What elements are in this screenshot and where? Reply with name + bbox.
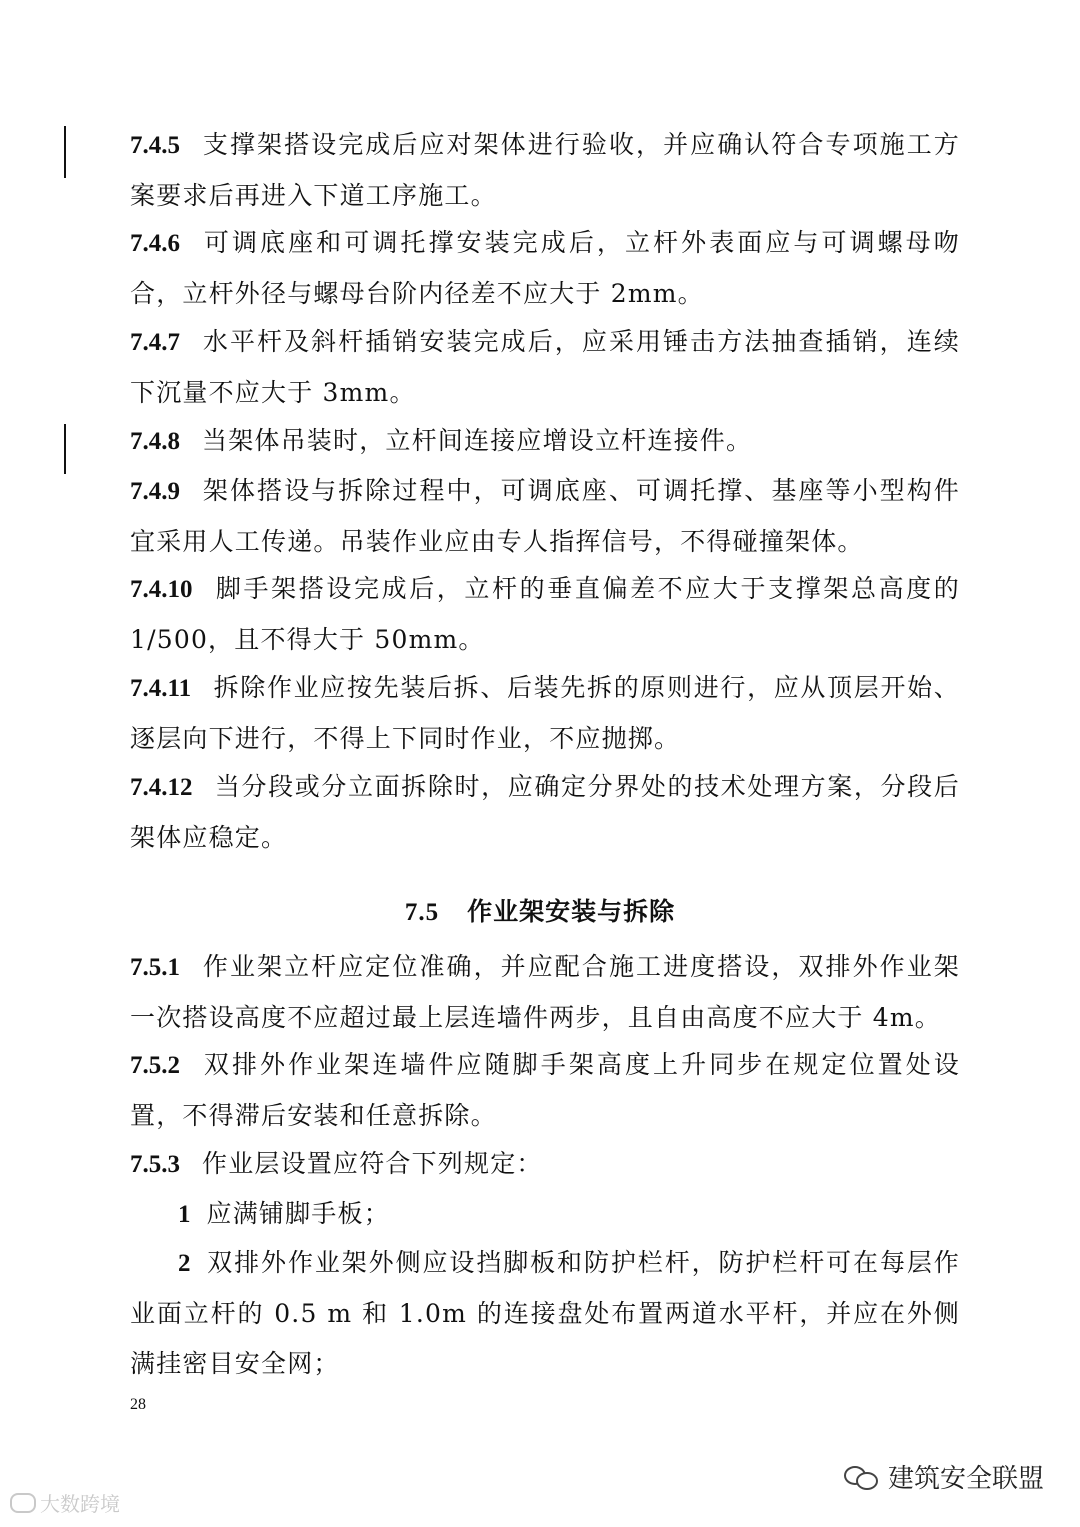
section-title: 作业架安装与拆除 bbox=[467, 897, 676, 926]
item-text: 双排外作业架外侧应设挡脚板和防护栏杆，防护栏杆可在每层作业面立杆的 0.5 m 和 1.0m 的连接盘处布置两道水平杆，并应在外侧满挂密目安全网； bbox=[130, 1248, 960, 1378]
clause-number: 7.4.9 bbox=[130, 478, 180, 505]
watermark-right-text: 建筑安全联盟 bbox=[887, 1464, 1044, 1494]
revision-bar bbox=[64, 424, 66, 474]
clause-text: 作业架立杆应定位准确，并应配合施工进度搭设，双排外作业架一次搭设高度不应超过最上层连墙件两步，且自由高度不应大于 4m。 bbox=[130, 952, 960, 1032]
clause-7-4-8 bbox=[130, 416, 960, 467]
clause-number: 7.4.7 bbox=[130, 329, 180, 356]
clause-7-4-6 bbox=[130, 218, 960, 319]
clause-text: 当架体吊装时，立杆间连接应增设立杆连接件。 bbox=[202, 426, 753, 455]
clause-text: 水平杆及斜杆插销安装完成后，应采用锤击方法抽查插销，连续下沉量不应大于 3mm。 bbox=[130, 327, 960, 407]
item-text: 应满铺脚手板； bbox=[206, 1199, 390, 1228]
watermark-left-text: 大数跨境 bbox=[40, 1492, 120, 1516]
clause-number: 7.4.12 bbox=[130, 774, 193, 801]
clause-text: 架体搭设与拆除过程中，可调底座、可调托撑、基座等小型构件宜采用人工传递。吊装作业应由专人指挥信号，不得碰撞架体。 bbox=[130, 476, 960, 556]
clause-number: 7.4.5 bbox=[130, 132, 180, 159]
clause-number: 7.5.2 bbox=[130, 1052, 180, 1079]
watermark-logo-icon bbox=[10, 1493, 36, 1513]
list-item-1 bbox=[130, 1189, 960, 1240]
wechat-icon bbox=[844, 1464, 878, 1490]
clause-7-4-10 bbox=[130, 564, 960, 665]
section-number: 7.5 bbox=[404, 899, 440, 926]
clause-number: 7.4.8 bbox=[130, 428, 180, 455]
clause-text: 支撑架搭设完成后应对架体进行验收，并应确认符合专项施工方案要求后再进入下道工序施工。 bbox=[130, 130, 960, 210]
clause-text: 拆除作业应按先装后拆、后装先拆的原则进行，应从顶层开始、逐层向下进行，不得上下同时作业，不应抛掷。 bbox=[130, 673, 960, 753]
clause-number: 7.4.10 bbox=[130, 576, 193, 603]
clause-text: 作业层设置应符合下列规定： bbox=[202, 1149, 543, 1178]
clause-number: 7.4.6 bbox=[130, 230, 180, 257]
clause-number: 7.4.11 bbox=[130, 675, 192, 702]
clause-text: 可调底座和可调托撑安装完成后，立杆外表面应与可调螺母吻合，立杆外径与螺母台阶内径差不应大于 2mm。 bbox=[130, 228, 960, 308]
clause-7-5-1 bbox=[130, 942, 960, 1043]
clause-number: 7.5.3 bbox=[130, 1151, 180, 1178]
item-number: 2 bbox=[178, 1250, 191, 1277]
watermark-left bbox=[10, 1488, 120, 1517]
clause-7-5-3 bbox=[130, 1139, 960, 1190]
clause-7-4-9 bbox=[130, 466, 960, 567]
clause-7-5-2 bbox=[130, 1040, 960, 1141]
clause-text: 脚手架搭设完成后，立杆的垂直偏差不应大于支撑架总高度的 1/500，且不得大于 50mm。 bbox=[130, 574, 960, 654]
clause-7-4-7 bbox=[130, 317, 960, 418]
revision-bar bbox=[64, 126, 66, 178]
section-heading bbox=[0, 892, 1080, 928]
item-number: 1 bbox=[178, 1201, 191, 1228]
clause-number: 7.5.1 bbox=[130, 954, 180, 981]
clause-7-4-5 bbox=[130, 120, 960, 221]
clause-text: 双排外作业架连墙件应随脚手架高度上升同步在规定位置处设置，不得滞后安装和任意拆除。 bbox=[130, 1050, 960, 1130]
clause-text: 当分段或分立面拆除时，应确定分界处的技术处理方案，分段后架体应稳定。 bbox=[130, 772, 960, 852]
clause-7-4-11 bbox=[130, 663, 960, 764]
page-number: 28 bbox=[130, 1396, 146, 1413]
list-item-2 bbox=[130, 1238, 960, 1389]
clause-7-4-12 bbox=[130, 762, 960, 863]
watermark-right bbox=[844, 1458, 1044, 1495]
